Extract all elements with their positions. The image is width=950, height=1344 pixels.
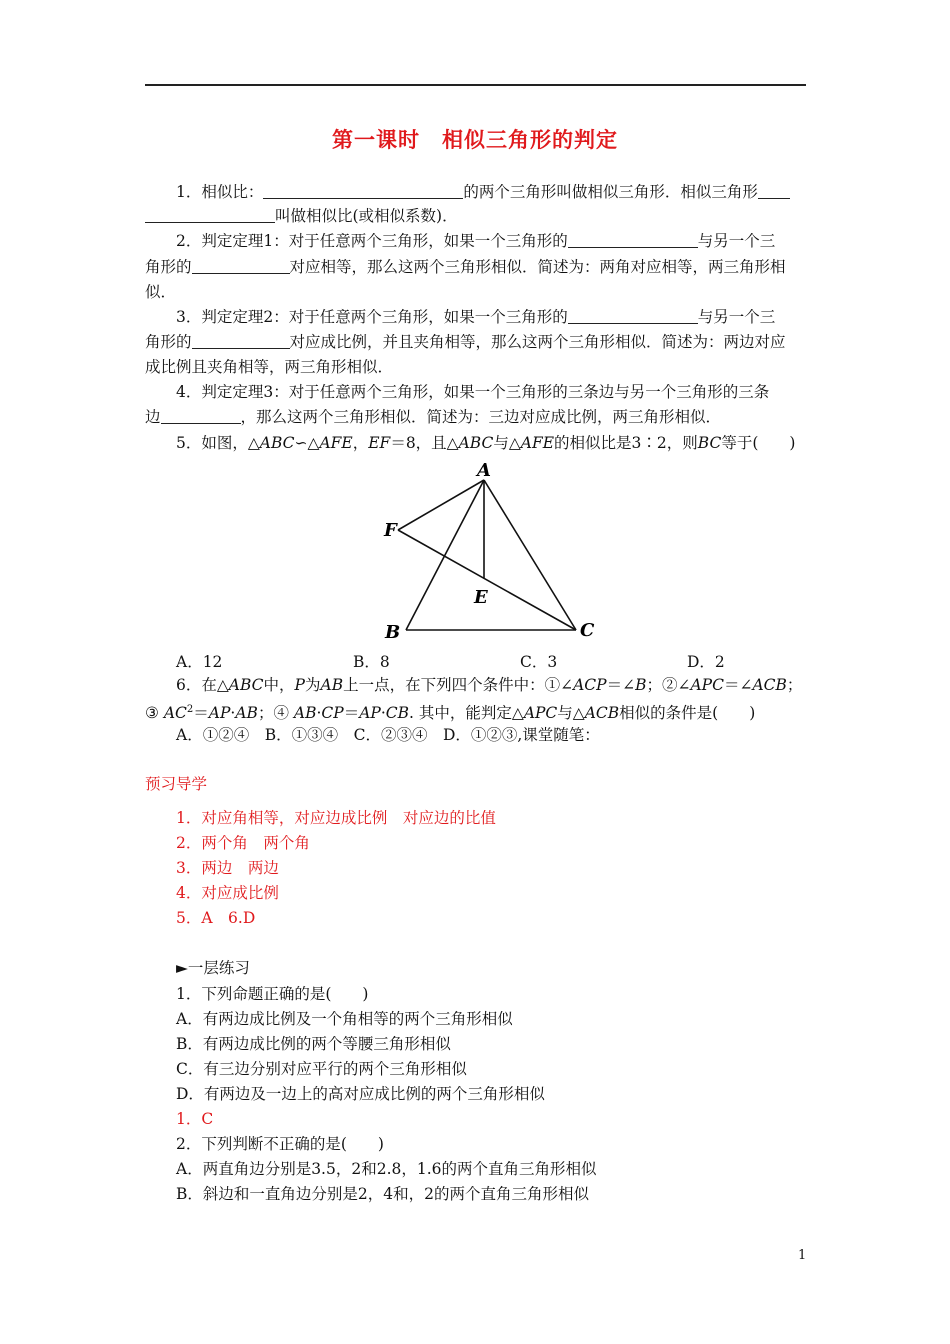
header-rule [145,84,806,86]
blank [192,257,290,274]
practice-q1-option: C．有三边分别对应平行的两个三角形相似 [176,1060,467,1078]
practice-q1: 1．下列命题正确的是( ) [176,985,369,1003]
segment-fc [398,530,576,630]
triangle-figure [378,458,600,642]
question-2-line-1: 2．判定定理1：对于任意两个三角形，如果一个三角形的 与另一个三 [176,232,776,250]
practice-q1-option: B．有两边成比例的两个等腰三角形相似 [176,1035,451,1053]
practice-q2: 2．下列判断不正确的是( ) [176,1135,384,1153]
q5-option-d: D．2 [687,653,725,671]
question-2-line-2: 角形的 对应相等，那么这两个三角形相似．简述为：两角对应相等，两三角形相 [145,258,786,276]
question-5: 5．如图，△ABC∽△AFE，EF＝8，且△ABC与△AFE的相似比是3∶2，则BC等于( ) [176,434,796,452]
label-a: A [477,460,491,481]
practice-q1-answer: 1．C [176,1110,214,1128]
question-6-options: A．①②④ B．①③④ C．②③④ D．①②③,课堂随笔： [176,726,600,744]
q5-option-a: A．12 [176,653,223,671]
practice-q1-option: D．有两边及一边上的高对应成比例的两个三角形相似 [176,1085,545,1103]
question-6-line-1: 6．在△ABC中，P为AB上一点，在下列四个条件中：①∠ACP＝∠B；②∠APC＝∠ACB； [176,676,803,694]
label-f: F [384,520,397,541]
question-3-line-3: 成比例且夹角相等，两三角形相似． [145,358,394,376]
blank [758,182,790,199]
page-title: 第一课时 相似三角形的判定 [332,128,618,152]
label-b: B [385,622,401,642]
preview-answer: 2．两个角 两个角 [176,834,310,852]
preview-answer: 3．两边 两边 [176,859,279,877]
blank [568,307,698,324]
preview-answer: 5．A 6.D [176,909,256,927]
question-6-line-2: ③ $AC^2=AP\cdot AB$；④ AB·CP＝AP·CB. 其中，能判定△APC与△ACB相似的条件是( ) [145,704,756,722]
practice-q1-option: A．有两边成比例及一个角相等的两个三角形相似 [176,1010,513,1028]
preview-answer: 4．对应成比例 [176,884,279,902]
blank [145,206,275,223]
preview-heading: 预习导学 [145,775,208,793]
blank [568,231,698,248]
question-2-line-3: 似． [145,283,177,301]
q5-option-c: C．3 [520,653,558,671]
question-1-line-1: 1．相似比： 的两个三角形叫做相似三角形．相似三角形 [176,181,790,203]
page-number: 1 [798,1248,807,1263]
practice-q2-option: A．两直角边分别是3.5，2和2.8，1.6的两个直角三角形相似 [176,1160,597,1178]
question-4-line-1: 4．判定定理3：对于任意两个三角形，如果一个三角形的三条边与另一个三角形的三条 [176,383,770,401]
q5-option-b: B．8 [353,653,390,671]
label-c: C [580,620,595,641]
practice-heading: ►一层练习 [176,959,250,977]
question-4-line-2: 边 ，那么这两个三角形相似．简述为：三边对应成比例，两三角形相似． [145,408,722,426]
blank [161,407,241,424]
question-1-line-2: 叫做相似比(或相似系数)． [145,205,458,227]
blank [192,332,290,349]
question-3-line-1: 3．判定定理2：对于任意两个三角形，如果一个三角形的 与另一个三 [176,308,776,326]
blank [263,182,463,199]
question-3-line-2: 角形的 对应成比例，并且夹角相等，那么这两个三角形相似．简述为：两边对应 [145,333,786,351]
preview-answer: 1．对应角相等，对应边成比例 对应边的比值 [176,809,496,827]
practice-q2-option: B．斜边和一直角边分别是2，4和，2的两个直角三角形相似 [176,1185,589,1203]
segment-ac [484,480,576,630]
label-e: E [474,587,488,608]
